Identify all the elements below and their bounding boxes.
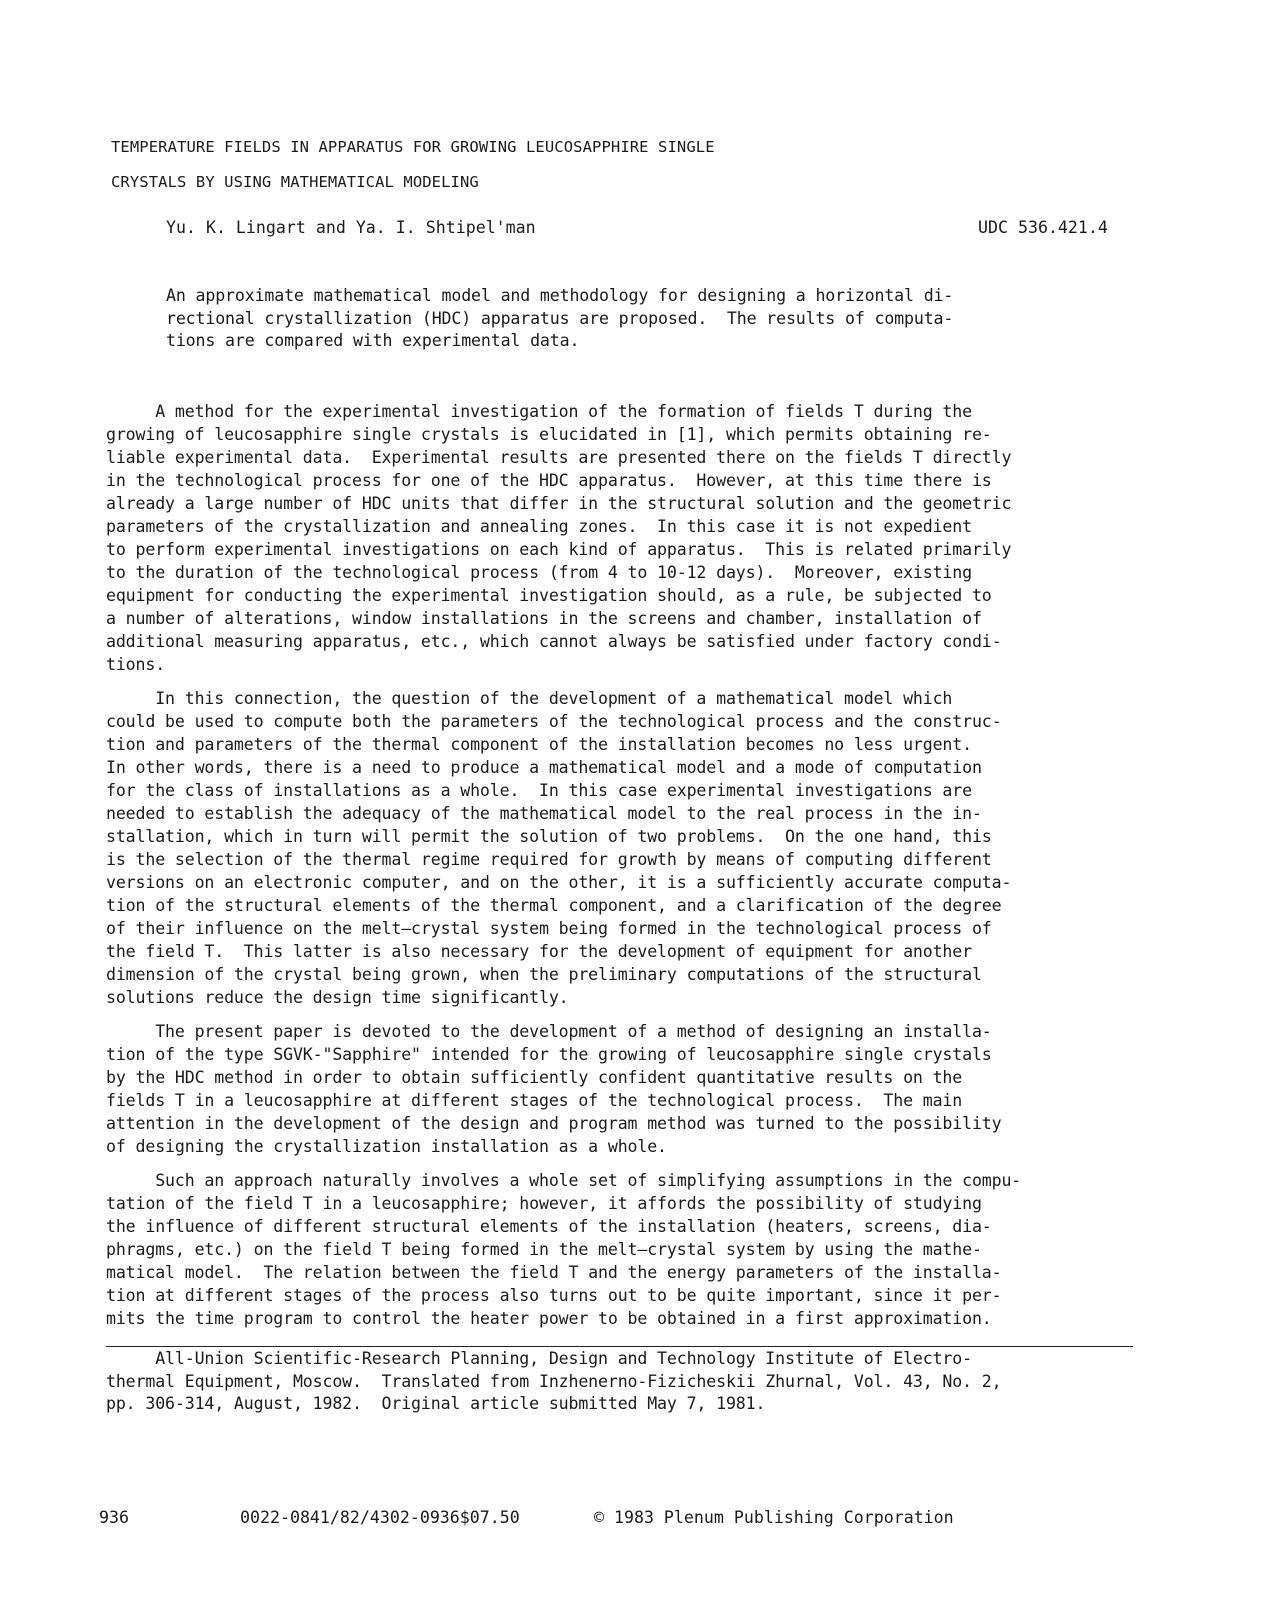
text-line: to the duration of the technological process (from 4 to 10-12 days). Moreover, existing bbox=[106, 563, 972, 582]
footnote-line: All-Union Scientific-Research Planning, Design and Technology Institute of Electro- bbox=[106, 1349, 972, 1368]
paragraph-1 bbox=[106, 400, 1146, 676]
text-line: solutions reduce the design time significantly. bbox=[106, 988, 569, 1007]
text-line: In other words, there is a need to produce a mathematical model and a mode of computation bbox=[106, 758, 982, 777]
udc-code: UDC 536.421.4 bbox=[978, 218, 1108, 237]
page-number: 936 bbox=[99, 1508, 129, 1527]
abstract bbox=[166, 285, 1066, 353]
text-line: could be used to compute both the parameters of the technological process and the construc- bbox=[106, 712, 1002, 731]
text-line: matical model. The relation between the field T and the energy parameters of the installa- bbox=[106, 1263, 1002, 1282]
abstract-line: rectional crystallization (HDC) apparatus are proposed. The results of computa- bbox=[166, 308, 954, 328]
text-line: by the HDC method in order to obtain sufficiently confident quantitative results on the bbox=[106, 1068, 963, 1087]
text-line: in the technological process for one of the HDC apparatus. However, at this time there is bbox=[106, 471, 992, 490]
text-line: is the selection of the thermal regime required for growth by means of computing different bbox=[106, 850, 992, 869]
text-line: The present paper is devoted to the development of a method of designing an installa- bbox=[106, 1022, 992, 1041]
text-line: needed to establish the adequacy of the mathematical model to the real process in the in- bbox=[106, 804, 982, 823]
text-line: of their influence on the melt—crystal system being formed in the technological process of bbox=[106, 919, 992, 938]
text-line: In this connection, the question of the development of a mathematical model which bbox=[106, 689, 953, 708]
text-line: phragms, etc.) on the field T being formed in the melt—crystal system by using the mathe- bbox=[106, 1240, 982, 1259]
text-line: growing of leucosapphire single crystals is elucidated in [1], which permits obtaining re- bbox=[106, 425, 992, 444]
paragraph-4 bbox=[106, 1169, 1146, 1330]
text-line: A method for the experimental investigation of the formation of fields T during the bbox=[106, 402, 972, 421]
text-line: tation of the field T in a leucosapphire; however, it affords the possibility of studying bbox=[106, 1194, 982, 1213]
text-line: the field T. This latter is also necessary for the development of equipment for another bbox=[106, 942, 972, 961]
text-line: attention in the development of the design and program method was turned to the possibility bbox=[106, 1114, 1002, 1133]
footnote-line: thermal Equipment, Moscow. Translated from Inzhenerno-Fizicheskii Zhurnal, Vol. 43, No. 2, bbox=[106, 1371, 1002, 1391]
title-line-2: CRYSTALS BY USING MATHEMATICAL MODELING bbox=[111, 173, 479, 191]
paragraph-2 bbox=[106, 687, 1146, 1009]
text-line: liable experimental data. Experimental results are presented there on the fields T directly bbox=[106, 448, 1012, 467]
text-line: parameters of the crystallization and annealing zones. In this case it is not expedient bbox=[106, 517, 972, 536]
body-text bbox=[106, 400, 1146, 1341]
footnote bbox=[106, 1348, 1146, 1416]
footnote-line: pp. 306-314, August, 1982. Original article submitted May 7, 1981. bbox=[106, 1394, 766, 1413]
text-line: a number of alterations, window installations in the screens and chamber, installation of bbox=[106, 609, 982, 628]
abstract-line: An approximate mathematical model and methodology for designing a horizontal di- bbox=[166, 286, 954, 305]
abstract-line: tions are compared with experimental data. bbox=[166, 331, 580, 350]
text-line: additional measuring apparatus, etc., which cannot always be satisfied under factory condi- bbox=[106, 632, 1002, 651]
text-line: tions. bbox=[106, 655, 166, 674]
text-line: the influence of different structural elements of the installation (heaters, screens, dia- bbox=[106, 1217, 992, 1236]
copyright-notice: © 1983 Plenum Publishing Corporation bbox=[594, 1508, 954, 1527]
text-line: fields T in a leucosapphire at different stages of the technological process. The main bbox=[106, 1091, 963, 1110]
text-line: already a large number of HDC units that differ in the structural solution and the geometric bbox=[106, 494, 1012, 513]
text-line: of designing the crystallization installation as a whole. bbox=[106, 1137, 667, 1156]
text-line: tion at different stages of the process also turns out to be quite important, since it per- bbox=[106, 1286, 1002, 1305]
footnote-divider bbox=[106, 1346, 1133, 1347]
text-line: tion of the type SGVK-"Sapphire" intended for the growing of leucosapphire single crystals bbox=[106, 1045, 992, 1064]
article-code: 0022-0841/82/4302-0936$07.50 bbox=[240, 1508, 520, 1527]
text-line: tion and parameters of the thermal component of the installation becomes no less urgent. bbox=[106, 735, 972, 754]
text-line: dimension of the crystal being grown, when the preliminary computations of the structural bbox=[106, 965, 982, 984]
text-line: for the class of installations as a whole. In this case experimental investigations are bbox=[106, 781, 972, 800]
text-line: versions on an electronic computer, and on the other, it is a sufficiently accurate computa- bbox=[106, 873, 1012, 892]
text-line: Such an approach naturally involves a whole set of simplifying assumptions in the compu- bbox=[106, 1171, 1022, 1190]
text-line: mits the time program to control the heater power to be obtained in a first approximation. bbox=[106, 1309, 992, 1328]
text-line: stallation, which in turn will permit the solution of two problems. On the one hand, this bbox=[106, 827, 992, 846]
paragraph-3 bbox=[106, 1020, 1146, 1158]
text-line: equipment for conducting the experimental investigation should, as a rule, be subjected to bbox=[106, 586, 992, 605]
text-line: to perform experimental investigations on each kind of apparatus. This is related primarily bbox=[106, 540, 1012, 559]
title-line-1: TEMPERATURE FIELDS IN APPARATUS FOR GROWING LEUCOSAPPHIRE SINGLE bbox=[111, 138, 715, 156]
authors: Yu. K. Lingart and Ya. I. Shtipel'man bbox=[166, 218, 536, 237]
text-line: tion of the structural elements of the thermal component, and a clarification of the degree bbox=[106, 896, 1002, 915]
